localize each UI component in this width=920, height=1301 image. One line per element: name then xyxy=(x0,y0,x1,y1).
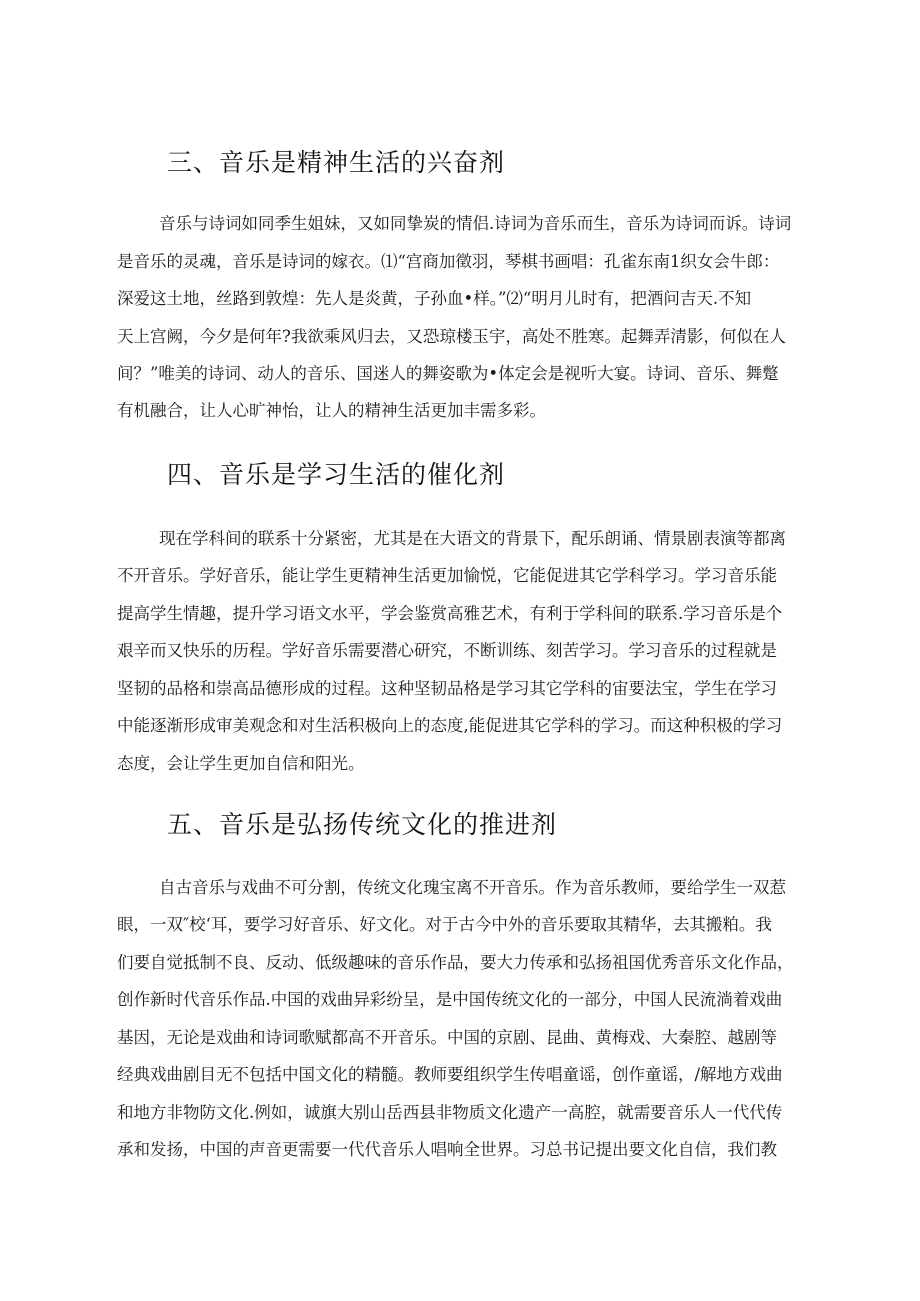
paragraph-line: 深爱这土地，丝路到敦煌：先人是炎黄，子孙血•样。”⑵“明月儿时有，把酒问吉天.不知 xyxy=(117,289,752,308)
paragraph-line: 音乐与诗词如同季生姐妹，又如同挚炭的情侣.诗词为音乐而生，音乐为诗词而诉。诗词 xyxy=(159,214,792,233)
paragraph-line: 艰辛而又快乐的历程。学好音乐需要潜心研究，不断训练、刻苦学习。学习音乐的过程就是 xyxy=(117,641,777,660)
paragraph-line: 自古音乐与戏曲不可分割，传统文化瑰宝离不开音乐。作为音乐教师，要给学生一双惹 xyxy=(159,878,786,897)
paragraph-line: 承和发扬，中国的声音更需要一代代音乐人唱响全世界。习总书记提出要文化自信，我们教 xyxy=(117,1140,777,1159)
paragraph-line: 坚韧的品格和崇高品德形成的过程。这种坚韧品格是学习其它学科的宙要法宝，学生在学习 xyxy=(117,679,777,698)
paragraph-line: 创作新时代音乐作品.中国的戏曲异彩纷呈，是中国传统文化的一部分，中国人民流淌着戏曲 xyxy=(117,990,783,1009)
paragraph-line: 是音乐的灵魂，音乐是诗词的嫁衣。⑴“宫商加徵羽，琴棋书画唱：孔雀东南1织女会牛郎： xyxy=(117,252,780,271)
paragraph-line: 间？”唯美的诗词、动人的音乐、国迷人的舞姿歌为•体定会是视听大宴。诗词、音乐、舞蹩 xyxy=(117,364,779,383)
section-heading-3: 三、音乐是精神生活的兴奋剂 xyxy=(167,148,506,177)
paragraph-line: 提高学生情趣，提升学习语文水平，学会鉴赏高雅艺术，有利于学科间的联系.学习音乐是个 xyxy=(117,604,783,623)
paragraph-line: 态度，会让学生更加自信和阳光。 xyxy=(117,754,365,773)
paragraph-line: 不开音乐。学好音乐，能让学生更精神生活更加愉悦，它能促进其它学科学习。学习音乐能 xyxy=(117,566,777,585)
section-heading-5: 五、音乐是弘扬传统文化的推进剂 xyxy=(167,810,558,839)
section-heading-4: 四、音乐是学习生活的催化剂 xyxy=(167,460,506,489)
paragraph-line: 基因，无论是戏曲和诗词歌赋都高不开音乐。中国的京剧、昆曲、黄梅戏、大秦腔、越剧等 xyxy=(117,1028,777,1047)
paragraph-line: 经典戏曲剧目无不包括中国文化的精髓。教师要组织学生传唱童谣，创作童谣，/解地方戏曲 xyxy=(117,1065,783,1084)
paragraph-line: 和地方非物防文化.例如，诚旗大别山岳西县非物质文化遗产一高腔，就需要音乐人一代代传 xyxy=(117,1103,783,1122)
paragraph-line: 天上宫阙，今夕是何年?我欲乘风归去，又恐琼楼玉宇，高处不胜寒。起舞弄清影，何似在人 xyxy=(117,327,786,346)
paragraph-line: 眼，一双″校‘耳，要学习好音乐、好文化。对于古今中外的音乐要取其精华，去其搬粕。我 xyxy=(117,915,772,934)
paragraph-line: 们要自觉抵制不良、反动、低级趣味的音乐作品，要大力传承和弘扬祖国优秀音乐文化作品， xyxy=(117,953,794,972)
paragraph-line: 现在学科间的联系十分紧密，尤其是在大语文的背景下，配乐朗诵、情景剧表演等都离 xyxy=(159,529,786,548)
paragraph-line: 有机融合，让人心旷神怡，让人的精神生活更加丰需多彩。 xyxy=(117,401,546,420)
paragraph-line: 中能逐渐形成审美观念和对生活积极向上的态度,能促进其它学科的学习。而这种积极的学习 xyxy=(117,716,783,735)
